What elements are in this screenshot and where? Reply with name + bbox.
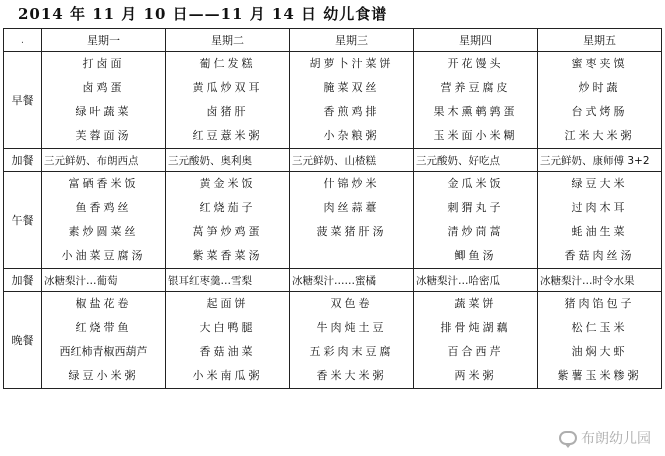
watermark-text: 布朗幼儿园 [581,431,651,447]
dish: 什锦炒米 [323,177,380,190]
dish: 营养豆腐皮 [440,81,511,94]
dish: 莴笋炒鸡蛋 [192,225,263,238]
day-header: 星期一 [42,29,166,52]
dish: 起面饼 [206,297,249,310]
dish: 松仁玉米 [571,321,628,334]
dish: 紫菜香菜汤 [192,249,263,262]
page-title: 2014 年 11 月 10 日——11 月 14 日 幼儿食谱 [18,5,388,23]
dish: 西红柿青椒西葫芦 [59,345,148,358]
breakfast-row [4,52,662,149]
snack-cell: 冰糖梨汁…时令水果 [538,269,662,292]
dish-cell [42,292,166,389]
snack-cell: 三元酸奶、奥利奥 [166,149,290,172]
meal-label: 晚餐 [4,292,42,389]
meal-label: 早餐 [4,52,42,149]
dish: 猪肉馅包子 [564,297,635,310]
dish-cell [42,172,166,269]
dish: 双色卷 [330,297,373,310]
dish-cell [414,172,538,269]
day-header: 星期二 [166,29,290,52]
dish-cell [414,52,538,149]
dish: 黄金米饭 [199,177,256,190]
dish: 卤鸡蛋 [82,81,125,94]
day-header: 星期三 [290,29,414,52]
snack-cell: 三元鲜奶、山楂糕 [290,149,414,172]
watermark [559,428,651,448]
dish: 台式烤肠 [571,105,628,118]
chat-bubble-icon [559,431,577,445]
dish: 菠菜猪肝汤 [316,225,387,238]
dish: 绿豆小米粥 [68,369,139,382]
dish: 椒盐花卷 [75,297,132,310]
dish-cell [42,52,166,149]
dish: 炒时蔬 [578,81,621,94]
dish: 两米粥 [454,369,497,382]
dish: 胡萝卜汁菜饼 [309,57,394,70]
snack-row [4,269,662,292]
dish: 油焖大虾 [571,345,628,358]
dish: 蔬菜饼 [454,297,497,310]
meal-label: 加餐 [4,269,42,292]
dish: 红豆薏米粥 [192,129,263,142]
snack-cell: 冰糖梨汁……蜜橘 [290,269,414,292]
dish-cell [414,292,538,389]
dish: 红烧茄子 [199,201,256,214]
dish: 过肉木耳 [571,201,628,214]
dish: 富硒香米饭 [68,177,139,190]
dish-cell [538,172,662,269]
snack-cell: 三元鲜奶、康师傅 3+2 [538,149,662,172]
dish: 紫薯玉米糁粥 [557,369,642,382]
dish-cell [538,52,662,149]
meal-label: 加餐 [4,149,42,172]
dish: 小杂粮粥 [323,129,380,142]
dish: 小米南瓜粥 [192,369,263,382]
dish: 芙蓉面汤 [75,129,132,142]
dish: 牛肉炖土豆 [316,321,387,334]
dish: 蚝油生菜 [571,225,628,238]
dish: 绿豆大米 [571,177,628,190]
dish: 玉米面小米糊 [433,129,518,142]
dish-empty [290,244,413,268]
dish: 香菇肉丝汤 [564,249,635,262]
snack-cell: 冰糖梨汁…葡萄 [42,269,166,292]
dish-cell [538,292,662,389]
dish: 蜜枣夹馍 [571,57,628,70]
meal-label: 午餐 [4,172,42,269]
menu-table [3,28,662,389]
dish: 腌菜双丝 [323,81,380,94]
dish: 五彩肉末豆腐 [309,345,394,358]
dish: 排骨炖湖藕 [440,321,511,334]
header-row [4,29,662,52]
dish: 开花馒头 [447,57,504,70]
dish: 卤猪肝 [206,105,249,118]
dish: 香菇油菜 [199,345,256,358]
dish: 葡仁发糕 [199,57,256,70]
snack-row [4,149,662,172]
dish: 江米大米粥 [564,129,635,142]
dish: 素炒圆菜丝 [68,225,139,238]
dish: 香米大米粥 [316,369,387,382]
dish: 小油菜豆腐汤 [61,249,146,262]
snack-cell: 三元鲜奶、布朗西点 [42,149,166,172]
dish: 百合西芹 [447,345,504,358]
snack-cell: 冰糖梨汁…哈密瓜 [414,269,538,292]
dish-cell [290,172,414,269]
day-header: 星期五 [538,29,662,52]
dish-cell [290,292,414,389]
day-header: 星期四 [414,29,538,52]
dish-cell [166,52,290,149]
snack-cell: 银耳红枣羹…雪梨 [166,269,290,292]
dish: 大白鸭腿 [199,321,256,334]
lunch-row [4,172,662,269]
dish: 鱼香鸡丝 [75,201,132,214]
snack-cell: 三元酸奶、好吃点 [414,149,538,172]
dish: 红烧带鱼 [75,321,132,334]
dish: 肉丝蒜薹 [323,201,380,214]
dish: 鲫鱼汤 [454,249,497,262]
dinner-row [4,292,662,389]
corner-cell: . [4,29,42,52]
dish-cell [290,52,414,149]
dish-cell [166,292,290,389]
dish-cell [166,172,290,269]
dish: 绿叶蔬菜 [75,105,132,118]
dish: 打卤面 [82,57,125,70]
dish: 清炒茼蒿 [447,225,504,238]
dish: 果木熏鹌鹑蛋 [433,105,518,118]
dish: 刺猬丸子 [447,201,504,214]
dish: 香煎鸡排 [323,105,380,118]
dish: 金瓜米饭 [447,177,504,190]
dish: 黄瓜炒双耳 [192,81,263,94]
